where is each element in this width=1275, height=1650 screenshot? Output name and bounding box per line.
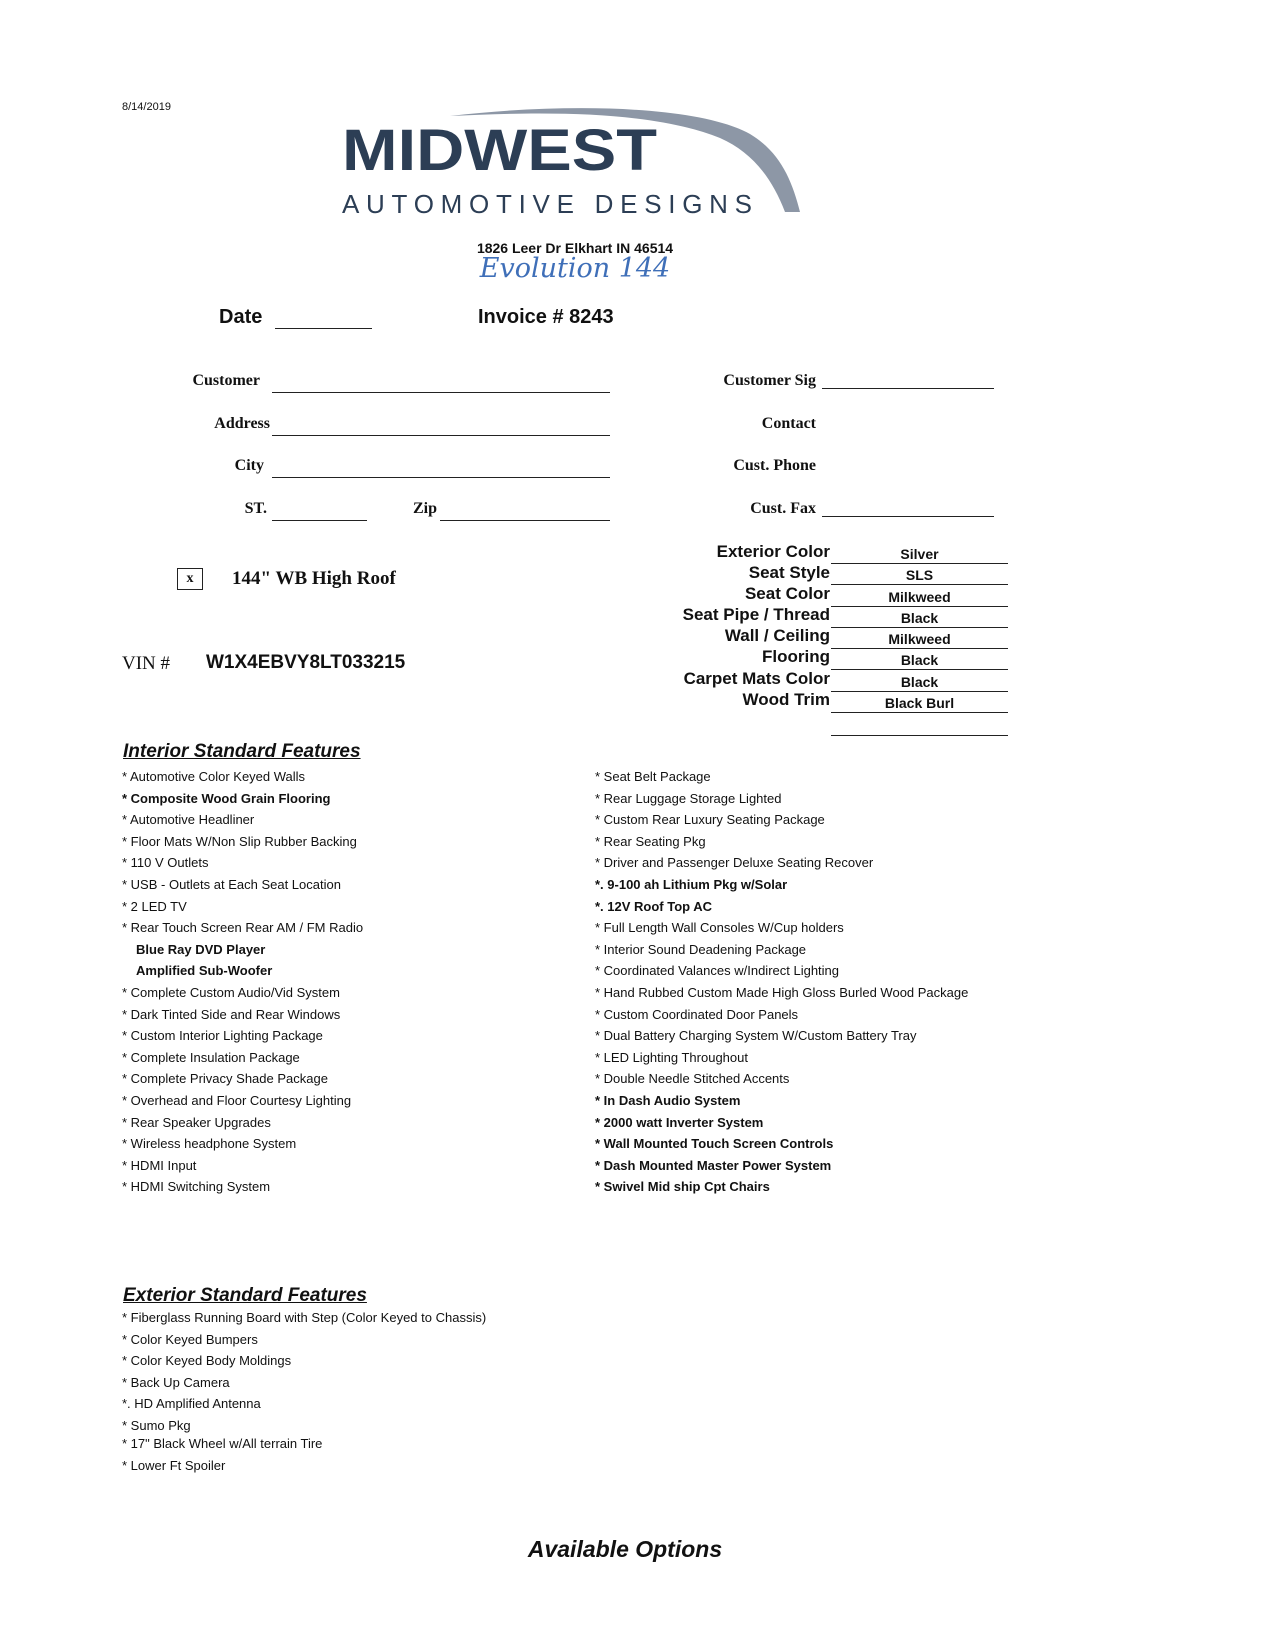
available-options-heading: Available Options (527, 1536, 723, 1562)
list-item: * Overhead and Floor Courtesy Lighting (122, 1092, 352, 1108)
list-item: * 2 LED TV (122, 898, 187, 914)
spec-extra-line[interactable] (831, 735, 1008, 736)
print-date: 8/14/2019 (122, 101, 171, 113)
date-field[interactable] (275, 328, 372, 329)
list-item: * Color Keyed Body Moldings (122, 1353, 292, 1368)
high-roof-checkbox[interactable]: x (177, 568, 203, 590)
interior-left-list (122, 766, 363, 1198)
list-item: * Custom Coordinated Door Panels (595, 1006, 799, 1022)
city-label: City (234, 457, 264, 474)
city-field[interactable] (272, 477, 610, 478)
list-item: * In Dash Audio System (595, 1092, 741, 1108)
brand-subtitle: AUTOMOTIVE DESIGNS (342, 189, 752, 219)
list-item: * Complete Custom Audio/Vid System (122, 984, 340, 1000)
list-item: * Custom Rear Luxury Seating Package (595, 812, 825, 828)
vin-label: VIN # (122, 653, 171, 674)
list-item: * 17" Black Wheel w/All terrain Tire (122, 1436, 323, 1451)
list-item: * Dual Battery Charging System W/Custom Battery Tray (595, 1028, 917, 1044)
list-item: Amplified Sub-Woofer (136, 963, 273, 979)
list-item: * 110 V Outlets (122, 855, 209, 871)
customer-sig-label: Customer Sig (723, 372, 816, 389)
list-item: * USB - Outlets at Each Seat Location (122, 876, 341, 892)
customer-label: Customer (192, 372, 260, 389)
fax-field[interactable] (822, 516, 994, 517)
model-name: Evolution 144 (479, 253, 671, 284)
list-item: * Full Length Wall Consoles W/Cup holders (595, 920, 844, 936)
spec-label-flooring: Flooring (762, 647, 830, 666)
list-item: * Rear Touch Screen Rear AM / FM Radio (122, 920, 364, 936)
list-item: * Back Up Camera (122, 1374, 230, 1390)
spec-label-carpet-mats: Carpet Mats Color (683, 669, 830, 688)
list-item: * Lower Ft Spoiler (122, 1458, 226, 1473)
spec-value-flooring: Black (831, 650, 1008, 670)
spec-value-seat-color: Milkweed (831, 587, 1008, 607)
list-item: * Coordinated Valances w/Indirect Lighting (595, 963, 840, 979)
exterior-features-title: Exterior Standard Features (123, 1285, 367, 1306)
spec-value-carpet-mats: Black (831, 672, 1008, 692)
address-label: Address (214, 415, 270, 432)
list-item: * Swivel Mid ship Cpt Chairs (595, 1179, 770, 1195)
state-field[interactable] (272, 520, 367, 521)
phone-label: Cust. Phone (733, 457, 816, 474)
list-item: * Wireless headphone System (122, 1136, 297, 1152)
zip-label: Zip (412, 500, 437, 517)
list-item: * HDMI Switching System (122, 1179, 271, 1195)
list-item: * Driver and Passenger Deluxe Seating Recover (595, 855, 874, 871)
list-item: * Rear Seating Pkg (595, 833, 706, 849)
list-item: * Rear Speaker Upgrades (122, 1114, 271, 1130)
list-item: * LED Lighting Throughout (595, 1049, 748, 1065)
list-item: * Complete Privacy Shade Package (122, 1071, 328, 1087)
zip-field[interactable] (440, 520, 610, 521)
customer-sig-field[interactable] (822, 388, 994, 389)
spec-value-seat-pipe: Black (831, 608, 1008, 628)
list-item: * Seat Belt Package (595, 769, 711, 784)
brand-name: MIDWEST (342, 118, 657, 183)
spec-label-wood-trim: Wood Trim (742, 690, 830, 709)
list-item: * Custom Interior Lighting Package (122, 1028, 323, 1044)
vin-number: W1X4EBVY8LT033215 (206, 652, 406, 673)
list-item: * Wall Mounted Touch Screen Controls (595, 1136, 834, 1152)
contact-label: Contact (761, 415, 816, 432)
interior-right-list (595, 766, 968, 1198)
list-item: * Double Needle Stitched Accents (595, 1071, 790, 1087)
list-item: * Rear Luggage Storage Lighted (595, 790, 782, 806)
customer-field[interactable] (272, 392, 610, 393)
roof-label: 144" WB High Roof (232, 568, 396, 589)
list-item: *. 12V Roof Top AC (595, 898, 712, 914)
spec-value-wood-trim: Black Burl (831, 693, 1008, 713)
company-address: 1826 Leer Dr Elkhart IN 46514 (476, 240, 674, 256)
address-field[interactable] (272, 435, 610, 436)
fax-label: Cust. Fax (750, 500, 816, 517)
spec-label-seat-pipe: Seat Pipe / Thread (682, 605, 830, 624)
list-item: *. 9-100 ah Lithium Pkg w/Solar (595, 876, 788, 892)
date-label: Date (219, 306, 263, 328)
interior-features-title: Interior Standard Features (123, 741, 361, 762)
spec-value-wall-ceiling: Milkweed (831, 629, 1008, 649)
list-item: * Interior Sound Deadening Package (595, 941, 807, 957)
list-item: * Composite Wood Grain Flooring (122, 790, 331, 806)
list-item: *. HD Amplified Antenna (122, 1396, 261, 1411)
spec-label-wall-ceiling: Wall / Ceiling (724, 626, 830, 645)
list-item: * Floor Mats W/Non Slip Rubber Backing (122, 833, 357, 849)
list-item: Blue Ray DVD Player (136, 941, 266, 957)
spec-label-seat-color: Seat Color (744, 584, 830, 603)
spec-label-seat-style: Seat Style (748, 563, 830, 582)
list-item: * Color Keyed Bumpers (122, 1331, 258, 1347)
list-item: * HDMI Input (122, 1157, 197, 1173)
spec-value-seat-style: SLS (831, 565, 1008, 585)
list-item: * Fiberglass Running Board with Step (Color Keyed to Chassis) (122, 1310, 487, 1325)
list-item: * Automotive Headliner (122, 812, 255, 828)
list-item: * 2000 watt Inverter System (595, 1114, 764, 1130)
list-item: * Dark Tinted Side and Rear Windows (122, 1006, 341, 1022)
list-item: * Dash Mounted Master Power System (595, 1157, 832, 1173)
list-item: * Automotive Color Keyed Walls (122, 769, 306, 784)
company-logo (340, 100, 840, 230)
list-item: * Sumo Pkg (122, 1417, 191, 1433)
spec-value-exterior-color: Silver (831, 544, 1008, 564)
list-item: * Complete Insulation Package (122, 1049, 300, 1065)
invoice-number: Invoice # 8243 (478, 306, 614, 328)
list-item: * Hand Rubbed Custom Made High Gloss Burled Wood Package (595, 984, 969, 1000)
state-label: ST. (244, 500, 267, 517)
spec-label-exterior-color: Exterior Color (716, 542, 830, 561)
